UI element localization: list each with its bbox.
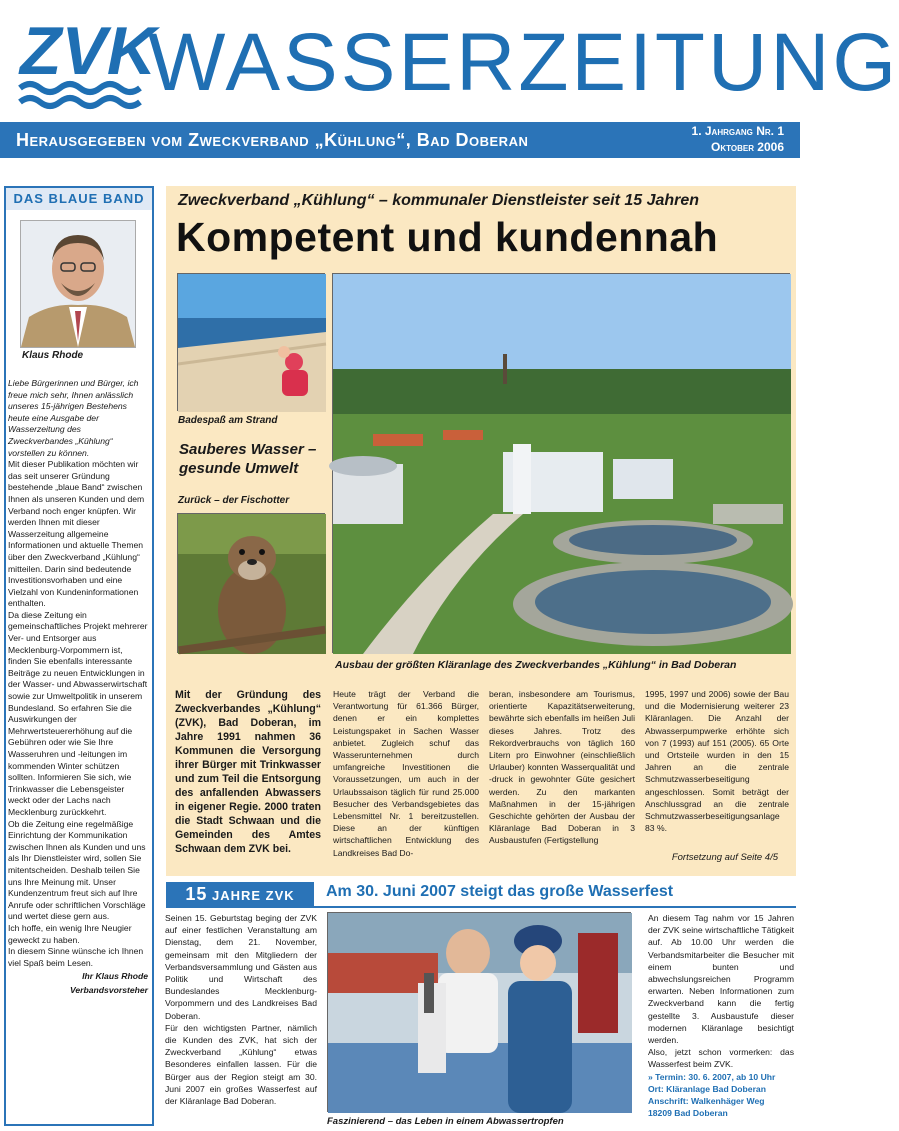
event-date-text: Termin: 30. 6. 2007, ab 10 Uhr (655, 1071, 776, 1082)
treatment-plant-photo (332, 273, 790, 653)
letter-paragraph: Ich hoffe, ein wenig Ihre Neugier geweckt zu haben. (8, 922, 132, 945)
sidebar-heading: DAS BLAUE BAND (6, 188, 152, 210)
feature-kicker: Zweckverband „Kühlung“ – kommunaler Dienstleister seit 15 Jahren (178, 192, 700, 209)
logo-text: ZVK (20, 13, 156, 89)
anniversary-number: 15 (185, 884, 208, 904)
anniversary-text: JAHRE ZVK (211, 888, 295, 903)
anniversary-label (166, 882, 314, 906)
feature-column-3: beran, insbesondere am Tourismus, orientierte Kapazitätserweiterung, bewährte sich ebenfalls im heißen Juli dieses Jahres. Trotz des Rekordverbrauchs von täglich 160 Litern pro Einwohner (einschließlich Urlauber) konnten Wasserqualität und -druck in gewohnter Güte gesichert werden. Zu den markanten Maßnahmen in der 15-jährigen Geschichte gehörten der Ausbau der Kläranlage Bad Doberan in 3 Ausbaustufen (Fertigstellung (489, 689, 635, 846)
anniversary-paragraph: An diesem Tag nahm vor 15 Jahren der ZVK seine wirtschaftliche Tätigkeit auf. Ab 10.00 Uhr werden die Verbandsmitarbeiter die Besucher mit einem bunten und abwechslungsreichen Programm erwarten. Neben Informationen zum Zweckverband kann die fertig gestellte 3. Ausbaustufe dieser modernen Kläranlage besichtigt werden. (648, 913, 794, 1046)
divider (166, 906, 796, 908)
anniversary-headline: Am 30. Juni 2007 steigt das große Wasserfest (326, 883, 674, 900)
chevron-right-icon: » (648, 1071, 653, 1082)
letter-paragraph: Da diese Zeitung ein gemeinschaftliches Projekt mehrerer Ver- und Entsorger aus Mecklenburg-Vorpommern ist, finden Sie ebenfalls interessante Beiträge zu neuen Entwicklungen in der Wasser- und Abwasserwirtschaft sowie zur Umweltpolitik in unserem Bundesland. So erfahren Sie die Auswirkungen der Mehrwertsteuererhöhung auf die Gebühren oder wie Sie Ihre Wasseruhren und -leitungen im kommenden Winter schützen sollten. Informieren Sie sich, wie Trinkwasser die Lebensgeister weckt oder der Lachs nach Mecklenburg zurückkehrt. (8, 609, 148, 817)
microscope-caption: Faszinierend – das Leben in einem Abwassertropfen (327, 1116, 564, 1127)
otter-caption: Zurück – der Fischotter (178, 495, 290, 506)
event-postal: 18209 Bad Doberan (648, 1108, 728, 1119)
portrait-caption: Klaus Rhode (22, 350, 84, 361)
letter-paragraph: Ob die Zeitung eine regelmäßige Einrichtung der Kommunikation zwischen Ihnen als Kunden und uns als Ihr Dienstleister wird, sollen Sie mitentscheiden. Deshalb teilen Sie uns Ihre Meinung mit. Unser Kundenzentrum freut sich auf Ihre Anrufe oder schriftlichen Vorschläge und wertet diese gern aus. (8, 818, 146, 922)
subheadline-line2: gesunde Umwelt (179, 460, 299, 477)
publisher-line: Herausgegeben vom Zweckverband „Kühlung“, Bad Doberan (16, 130, 529, 150)
anniversary-column-1 (165, 912, 317, 1107)
feature-column-4: 1995, 1997 und 2006) sowie der Bau und die Modernisierung weiterer 23 Kläranlagen. Die Anzahl der Abwasserpumpwerke erhöhte sich von 7 (1993) auf 151 (2005). 65 Orte und Ortsteile wurden in den 15 Jahren an die zentrale Schmutzwasserbeseitigung angeschlossen. Somit beträgt der Anschlussgrad an die zentrale Schmutzwasserbeseitigungsanlage 83 %. (645, 689, 789, 834)
beach-caption: Badespaß am Strand (178, 415, 278, 426)
anniversary-paragraph: Also, jetzt schon vormerken: das Wasserfest beim ZVK. (648, 1047, 794, 1070)
feature-column-2: Heute trägt der Verband die Verantwortung für 61.366 Bürger, denen er ein komplettes Leistungspaket in Sachen Wasser anbietet. Zugleich schuf das Wasserunternehmen durch umfangreiche Investitionen die Voraussetzungen, um auch in der Urlaubssaison täglich für rund 25.000 Besucher des Verbandsgebietes das Lebensmittel Nr. 1 bereitzustellen. Diese an der künftigen wirtschaftlichen Entwicklung des Landkreises Bad Do- (333, 689, 479, 858)
anniversary-paragraph: Seinen 15. Geburtstag beging der ZVK auf einer festlichen Veranstaltung am Dienstag, dem 21. November, gemeinsam mit den Mitgliedern der Verbandsversammlung und Gästen aus Politik und Wirtschaft des Bundeslandes Mecklenburg-Vorpommern und des Landkreises Bad Doberan. (165, 913, 317, 1021)
anniversary-column-3 (648, 912, 794, 1119)
zvk-logo (16, 8, 156, 118)
letter-paragraph: In diesem Sinne wünsche ich Ihnen viel Spaß beim Lesen. (8, 946, 144, 968)
issue-volume: 1. Jahrgang Nr. 1 (691, 124, 784, 138)
subheadline-line1: Sauberes Wasser – (179, 441, 317, 458)
microscope-photo (327, 912, 631, 1112)
beach-photo (177, 273, 325, 411)
issue-info (692, 123, 784, 155)
event-date (648, 1071, 794, 1083)
portrait-photo (20, 220, 136, 348)
feature-subheadline (179, 440, 316, 478)
editorial-letter (8, 378, 148, 996)
event-location: Ort: Kläranlage Bad Doberan (648, 1083, 766, 1094)
newspaper-title: WASSERZEITUNG (148, 17, 899, 108)
letter-intro: Liebe Bürgerinnen und Bürger, ich freue mich sehr, Ihnen anlässlich unseres 15-jährigen Bestehens heute eine Ausgabe der Wasserzeitung des Zweckverbandes „Kühlung“ vorstellen zu können. (8, 378, 139, 458)
continued-note: Fortsetzung auf Seite 4/5 (671, 852, 778, 863)
plant-caption: Ausbau der größten Kläranlage des Zweckverbandes „Kühlung“ in Bad Doberan (335, 659, 737, 671)
issue-date: Oktober 2006 (711, 140, 784, 154)
anniversary-paragraph: Für den wichtigsten Partner, nämlich die Kunden des ZVK, hat sich der Zweckverband „Kühlung“ etwas Besonderes einfallen lassen. Für die Bürger aus der Region steigt am 30. Juni 2007 ein großes Wasserfest auf der Kläranlage Bad Doberan. (165, 1022, 317, 1107)
letter-paragraph: Mit dieser Publikation möchten wir das seit unserer Gründung bestehende „blaue Band“ zwischen Ihnen als unseren Kunden und dem Verband noch enger knüpfen. Wir werden Ihnen mit dieser Wasserzeitung allgemeine Informationen und aktuelle Themen über den Zweckverband „Kühlung“ mitteilen. Darin sind bedeutende Investitionsvorhaben und eine Vielzahl von Kundeninformationen enthalten. (8, 459, 145, 609)
otter-photo (177, 513, 325, 653)
letter-signature-name: Ihr Klaus Rhode (82, 971, 148, 982)
letter-signature-title: Verbandsvorsteher (69, 984, 148, 995)
feature-lead: Mit der Gründung des Zweckverbandes „Kühlung“ (ZVK), Bad Doberan, im Jahre 1991 nahmen 36 Kommunen die Versorgung ihrer Bürger mit Trinkwasser und zum Teil die Entsorgung des anfallenden Abwassers in eigener Regie. 2000 traten die Stadt Schwaan und die Gemeinden des Amtes Schwaan dem ZVK bei. (175, 689, 321, 855)
event-address: Anschrift: Walkenhäger Weg (648, 1096, 765, 1107)
feature-headline: Kompetent und kundennah (176, 214, 719, 260)
